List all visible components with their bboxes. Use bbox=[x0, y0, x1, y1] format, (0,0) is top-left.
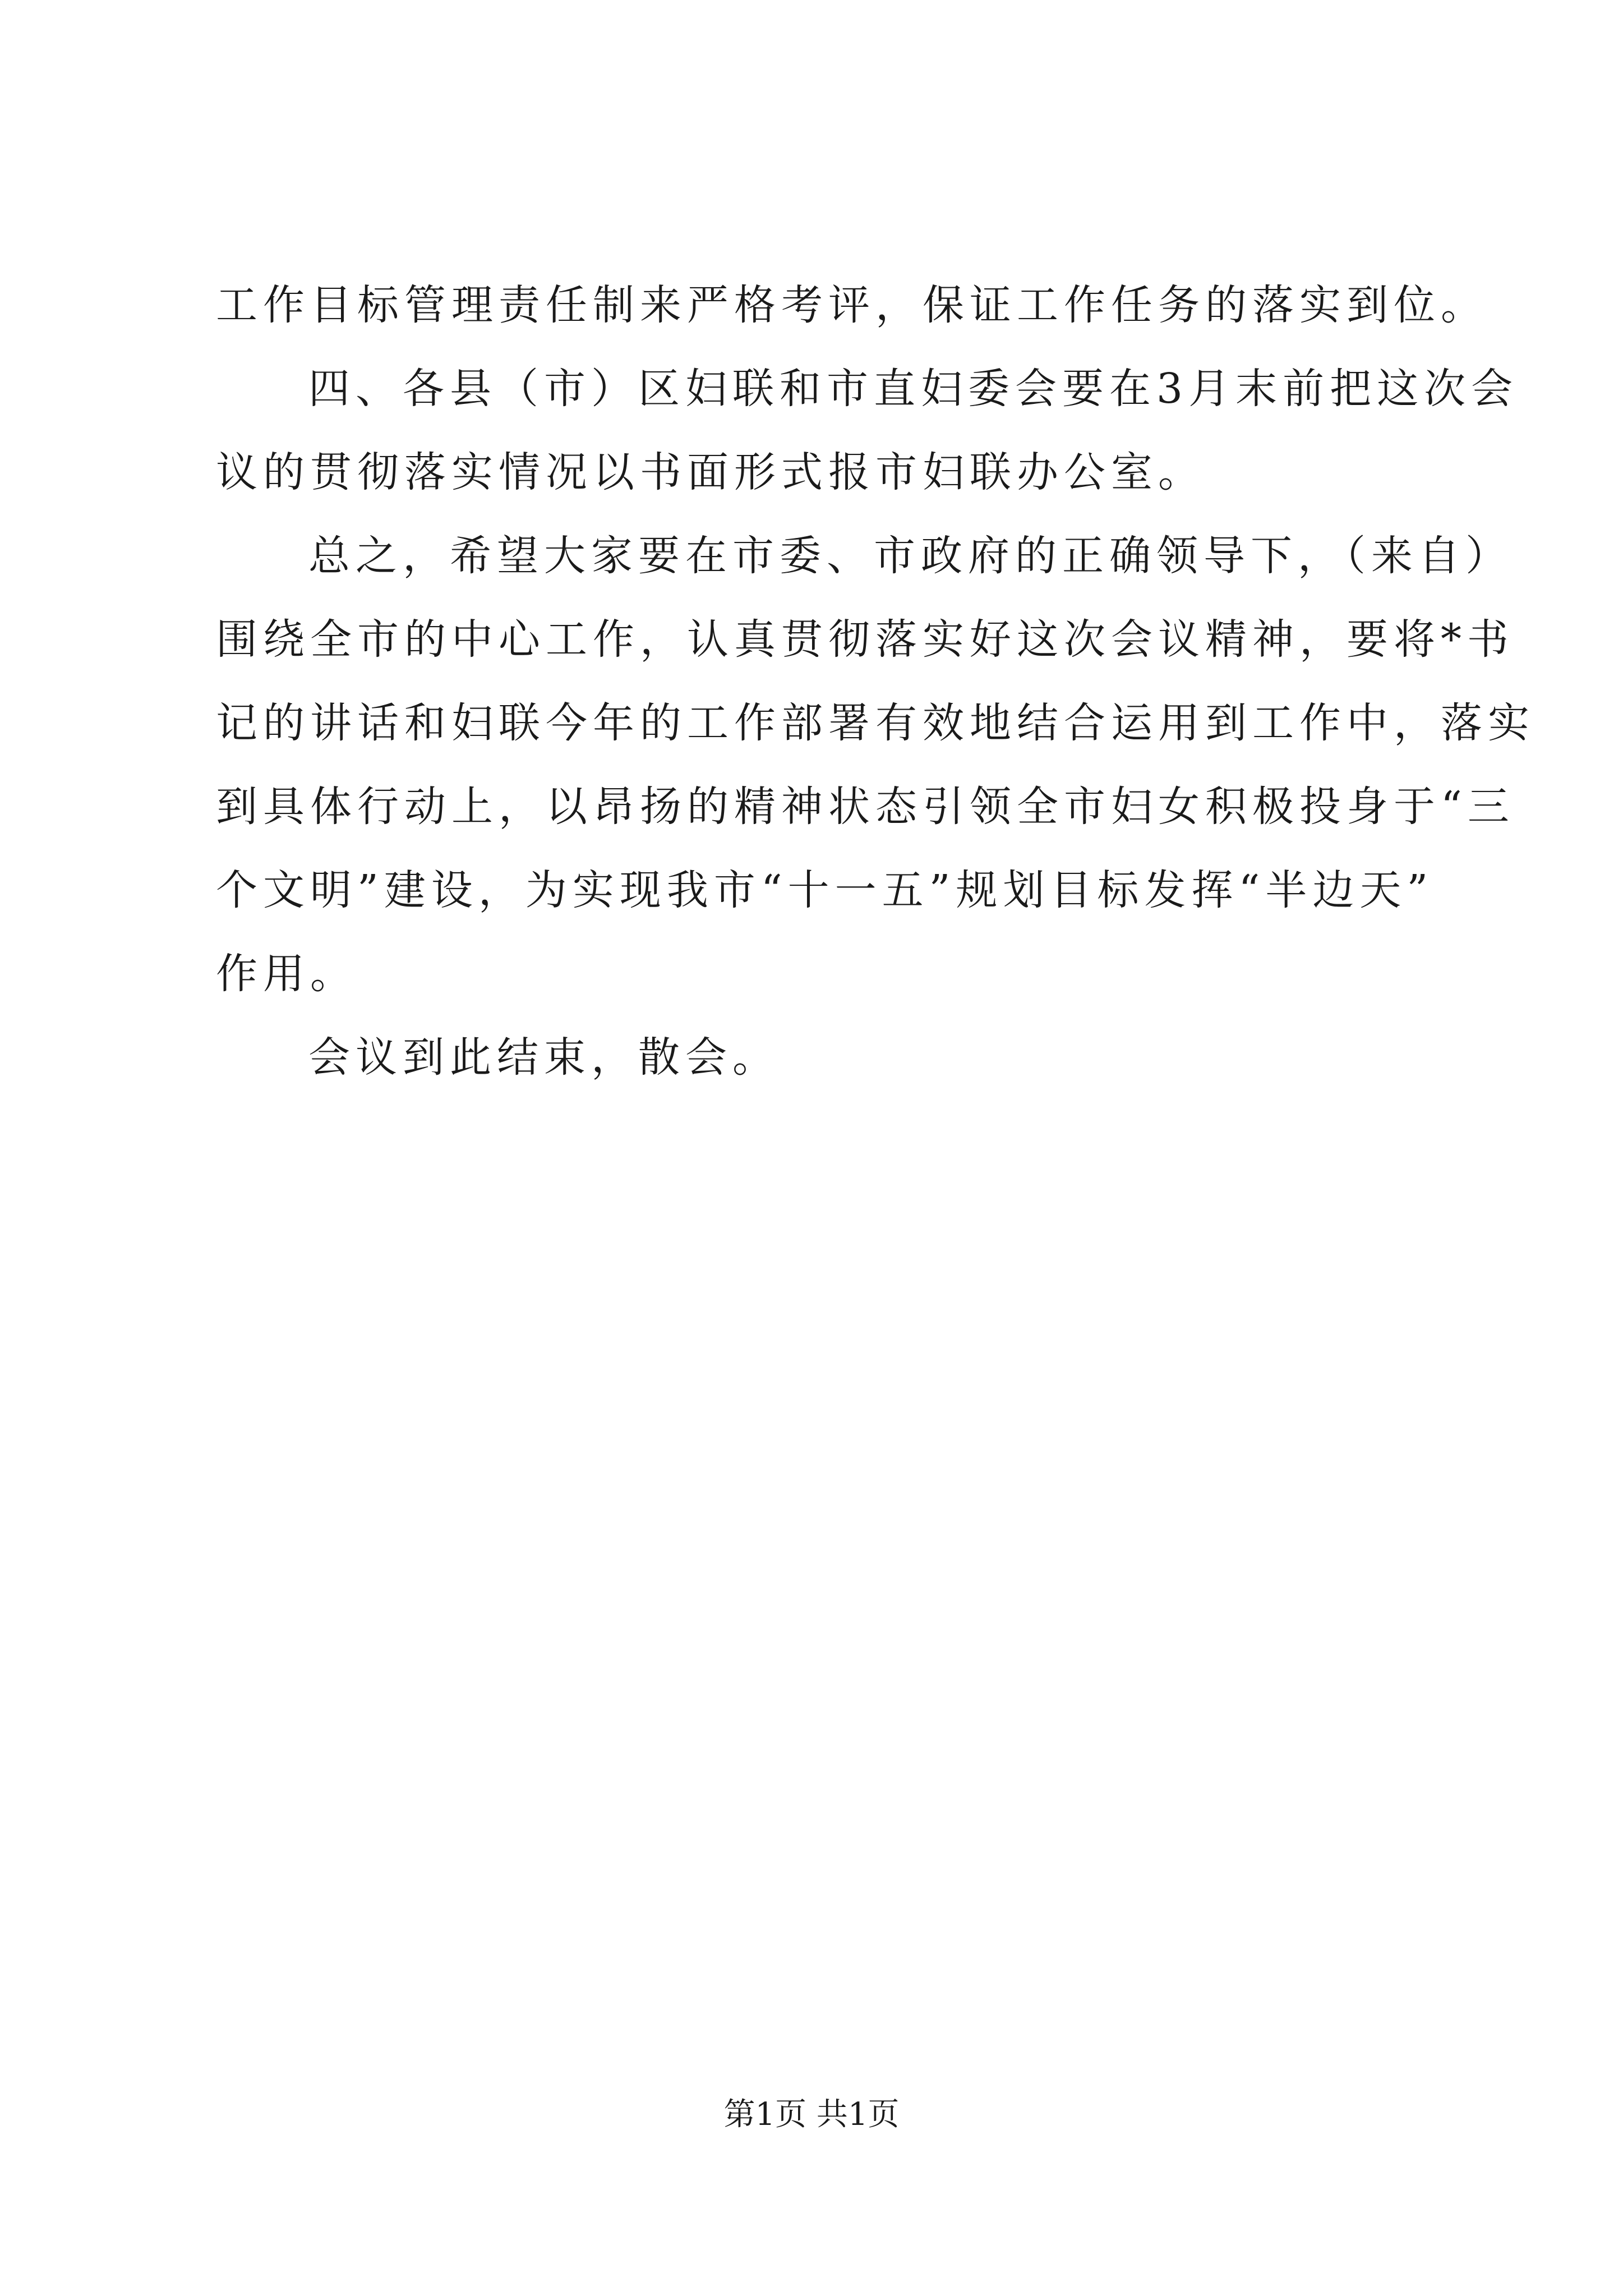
paragraph-line: 个文明”建设，为实现我市“十一五”规划目标发挥“半边天” bbox=[216, 866, 1434, 914]
page-footer: 第1页 共1页 bbox=[723, 2096, 900, 2133]
paragraph-line: 议的贯彻落实情况以书面形式报市妇联办公室。 bbox=[216, 448, 1205, 496]
paragraph-line: 四、各县（市）区妇联和市直妇委会要在3月末前把这次会 bbox=[308, 365, 1519, 413]
paragraph-line: 总之，希望大家要在市委、市政府的正确领导下，（来自） bbox=[308, 532, 1513, 580]
paragraph-line: 工作目标管理责任制来严格考评，保证工作任务的落实到位。 bbox=[216, 281, 1488, 329]
paragraph-line: 作用。 bbox=[216, 950, 357, 998]
paragraph-line: 记的讲话和妇联今年的工作部署有效地结合运用到工作中，落实 bbox=[216, 699, 1535, 747]
paragraph-line: 围绕全市的中心工作，认真贯彻落实好这次会议精神，要将*书 bbox=[216, 615, 1514, 664]
document-body bbox=[216, 264, 1535, 1099]
paragraph-line: 到具体行动上，以昂扬的精神状态引领全市妇女积极投身于“三 bbox=[216, 783, 1515, 831]
paragraph-line: 会议到此结束，散会。 bbox=[308, 1033, 780, 1082]
